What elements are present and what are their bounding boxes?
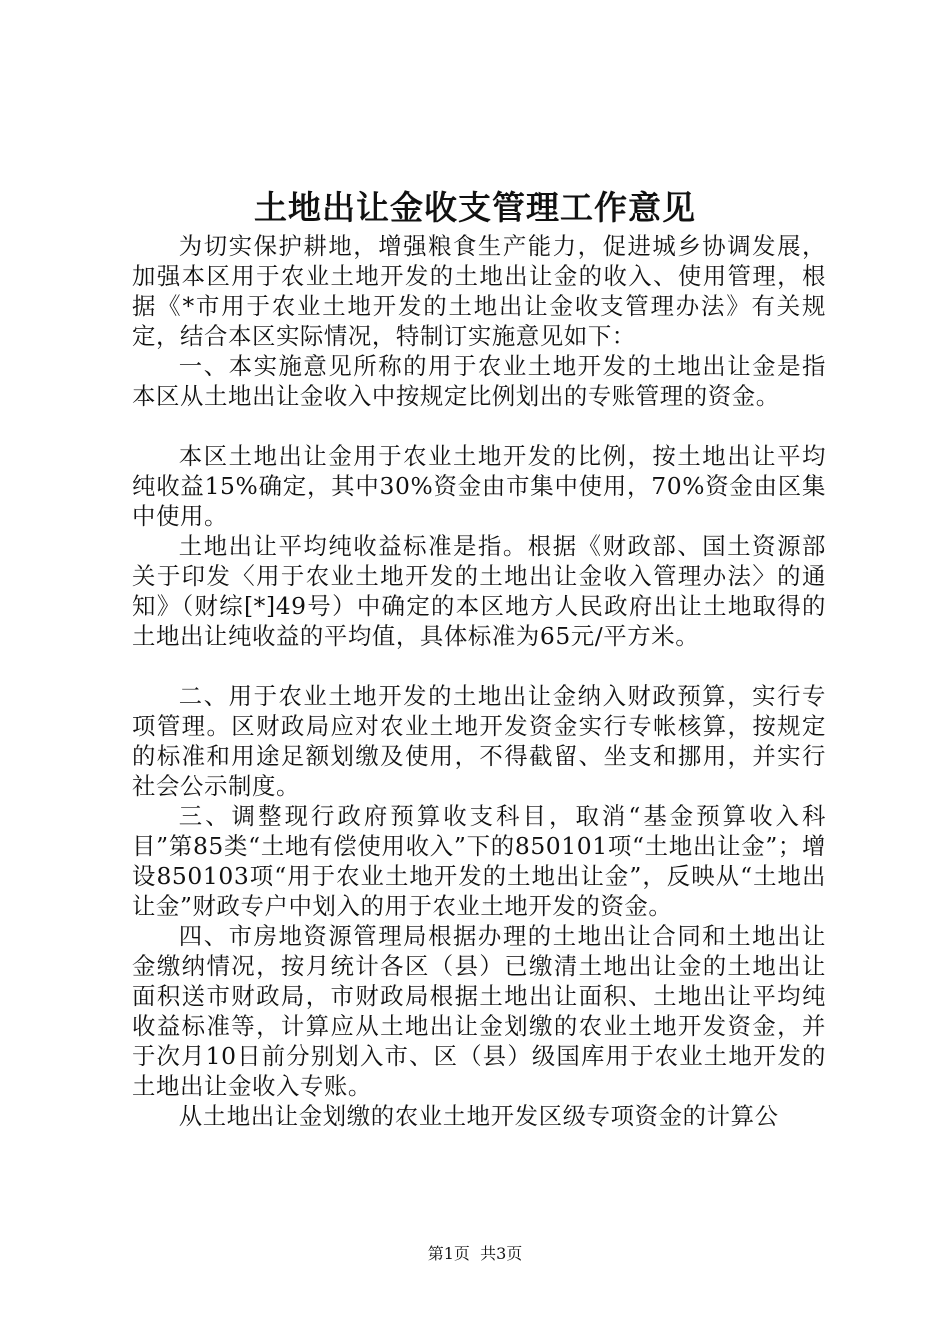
page-footer: [0, 1243, 950, 1265]
paragraph-calculation: 从土地出让金划缴的农业土地开发区级专项资金的计算公: [178, 1102, 779, 1130]
paragraph-section-3: 三、调整现行政府预算收支科目，取消“基金预算收入科目”第85类“土地有偿使用收入”下的850101项“土地出让金”；增设850103项“用于农业土地开发的土地出让金”，反映从“土地出让金”财政专户中划入的用于农业土地开发的资金。: [132, 802, 826, 920]
paragraph-ratio: 本区土地出让金用于农业土地开发的比例，按土地出让平均纯收益15%确定，其中30%资金由市集中使用，70%资金由区集中使用。: [132, 442, 826, 530]
paragraph-section-2: 二、用于农业土地开发的土地出让金纳入财政预算，实行专项管理。区财政局应对农业土地开发资金实行专帐核算，按规定的标准和用途足额划缴及使用，不得截留、坐支和挪用，并实行社会公示制度。: [132, 682, 826, 800]
paragraph-gap: [132, 411, 826, 441]
paragraph-intro: 为切实保护耕地，增强粮食生产能力，促进城乡协调发展，加强本区用于农业土地开发的土地出让金的收入、使用管理，根据《*市用于农业土地开发的土地出让金收支管理办法》有关规定，结合本区实际情况，特制订实施意见如下：: [132, 232, 826, 350]
paragraph-standard: 土地出让平均纯收益标准是指。根据《财政部、国土资源部关于印发〈用于农业土地开发的土地出让金收入管理办法〉的通知》（财综[*]49号）中确定的本区地方人民政府出让土地取得的土地出让纯收益的平均值，具体标准为65元/平方米。: [132, 532, 826, 650]
page-total: 共3页: [480, 1244, 523, 1263]
page-number: 第1页: [427, 1244, 470, 1263]
paragraph-section-1: 一、本实施意见所称的用于农业土地开发的土地出让金是指本区从土地出让金收入中按规定比例划出的专账管理的资金。: [132, 352, 826, 410]
document-body: [132, 231, 826, 1131]
document-title: 土地出让金收支管理工作意见: [254, 188, 696, 227]
paragraph-gap: [132, 651, 826, 681]
paragraph-section-4: 四、市房地资源管理局根据办理的土地出让合同和土地出让金缴纳情况，按月统计各区（县）已缴清土地出让金的土地出让面积送市财政局，市财政局根据土地出让面积、土地出让平均纯收益标准等，计算应从土地出让金划缴的农业土地开发资金，并于次月10日前分别划入市、区（县）级国库用于农业土地开发的土地出让金收入专账。: [132, 922, 826, 1100]
